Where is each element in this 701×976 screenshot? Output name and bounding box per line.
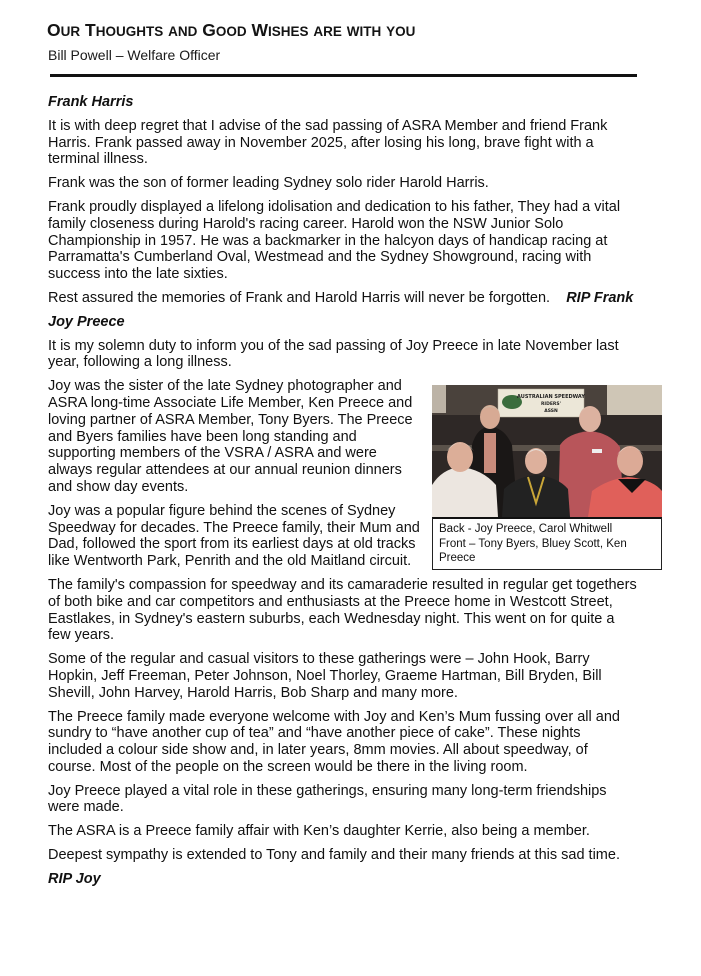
speedway-banner [498,389,585,417]
title-word: GOOD [202,20,247,40]
article-body [48,94,638,888]
section-heading: Frank Harris [48,94,134,110]
rip-signoff: RIP Frank [566,289,634,306]
author-byline: Bill Powell – Welfare Officer [48,47,221,63]
paragraph: Some of the regular and casual visitors to these gatherings were – John Hook, Barry Hopkin, Jeff Freeman, Peter Johnson, Noel Thorley, Graeme Hartman, Bill Bryden, Bill Shevill, John Harvey, Harold Harris, Bob Sharp and many more. [48,651,602,701]
title-word: WISHES [251,20,309,40]
section-joy-preece [48,314,638,888]
paragraph: Joy Preece played a vital role in these gatherings, ensuring many long-term friendships were made. [48,782,607,816]
paragraph: It is my solemn duty to inform you of the sad passing of Joy Preece in late November last year, following a long illness. [48,337,619,371]
svg-text:RIDERS': RIDERS' [540,402,562,408]
paragraph: Joy was a popular figure behind the scenes of Sydney Speedway for decades. The Preece family, their Mum and Dad, followed the sport from its earliest days at old tracks like Wentworth Park, Penrith and the old Maitland circuit. [48,502,420,570]
photo-caption [432,517,662,570]
paragraph: Deepest sympathy is extended to Tony and family and their many friends at this sad time. [48,847,620,864]
caption-back-row: Back - Joy Preece, Carol Whitwell [439,523,613,536]
photo-text-block [48,378,638,570]
page-title [47,20,415,41]
paragraph: It is with deep regret that I advise of the sad passing of ASRA Member and friend Frank Harris. Frank passed away in November 2025, after losing his long, brave fight with a terminal illness. [48,117,608,168]
paragraph: Joy was the sister of the late Sydney photographer and ASRA long-time Associate Life Member, Ken Preece and loving partner of ASRA Member, Tony Byers. The Preece and Byers families have been long standing and supporting members of the VSRA / ASRA and were always regular attendees at our annual reunion dinners and show day events. [48,378,413,495]
title-word: WITH [346,24,382,39]
group-photo [432,385,662,517]
title-word: OUR [47,20,81,40]
paragraph: The ASRA is a Preece family affair with Ken’s daughter Kerrie, also being a member. [48,823,590,840]
svg-text:ASSN: ASSN [544,409,558,415]
rip-signoff: RIP Joy [48,870,101,887]
paragraph: Frank proudly displayed a lifelong idolisation and dedication to his father, They had a vital family closeness during Harold's racing career. Harold won the NSW Junior Solo Championship in 1957. He was a backmarker in the halcyon days of handicap racing at Parramatta's Cumberland Oval, Westmead and the Sydney Showground, racing with success into the late sixties. [48,198,621,283]
header-divider [50,74,637,77]
group-photo-illustration [432,385,662,517]
paragraph [48,290,638,307]
title-word: AND [168,24,198,39]
closing-text: Rest assured the memories of Frank and Harold Harris will never be forgotten. [48,289,551,306]
title-word: YOU [386,24,416,39]
title-word: ARE [313,24,342,39]
paragraph: The Preece family made everyone welcome with Joy and Ken’s Mum fussing over all and sundry to “have another cup of tea” and “have another piece of cake”. These nights included a colour side show and, in later years, 8mm movies. All about speedway, of course. Most of the people on the screen would be there in the living room. [48,708,620,775]
title-word: THOUGHTS [85,20,164,40]
group-photo-figure [432,385,662,570]
section-frank-harris [48,94,638,307]
section-heading: Joy Preece [48,313,125,330]
paragraph: Frank was the son of former leading Sydney solo rider Harold Harris. [48,175,489,192]
banner-text: AUSTRALIAN SPEEDWAY [517,394,585,401]
caption-front-row: Front – Tony Byers, Bluey Scott, Ken Preece [439,537,627,565]
paragraph: The family's compassion for speedway and its camaraderie resulted in regular get togethers of both bike and car competitors and enthusiasts at the Preece home in Westcott Street, Eastlakes, in Sydney's eastern suburbs, each Wednesday night. This went on for quite a few years. [48,576,637,644]
